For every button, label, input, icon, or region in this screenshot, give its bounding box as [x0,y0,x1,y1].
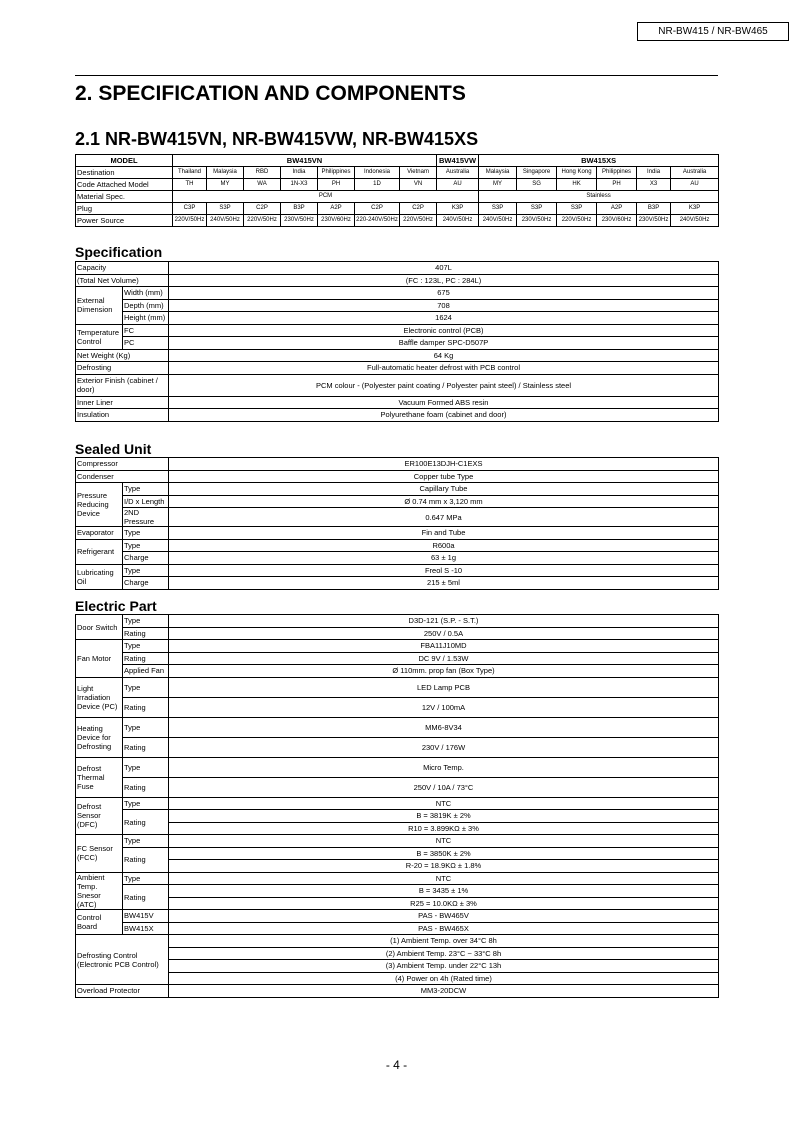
row-value: LED Lamp PCB [169,677,719,697]
row-label: Capacity [76,262,169,275]
row-value: R600a [169,539,719,552]
row-label: Condenser [76,470,169,483]
code-attached-model-cell: WA [244,179,281,191]
row-value: Ø 0.74 mm x 3,120 mm [169,495,719,508]
sub-label: Rating [123,810,169,835]
row-value: 250V / 0.5A [169,627,719,640]
row-label: Exterior Finish (cabinet / door) [76,374,169,396]
row-value: DC 9V / 1.53W [169,652,719,665]
row-value: (4) Power on 4h (Rated time) [169,972,719,985]
row-value: Fin and Tube [169,527,719,540]
group-label: Evaporator [76,527,123,540]
group-label: Pressure Reducing Device [76,483,123,527]
sub-label: Type [123,835,169,848]
table-row [76,717,719,737]
model-table [75,154,719,227]
model-group: BW415VW [437,155,479,167]
sub-label: Type [123,527,169,540]
section-heading-electric-part: Electric Part [75,598,157,614]
table-row [76,640,719,653]
destination-cell: Malaysia [207,167,244,179]
material-label: Material Spec. [76,191,173,203]
table-row [76,539,719,552]
row-value: 250V / 10A / 73°C [169,777,719,797]
plug-row [76,203,719,215]
row-label: Net Weight (Kg) [76,349,169,362]
sub-label: Rating [123,885,169,910]
row-value: 708 [169,299,719,312]
table-row [76,972,719,985]
sub-label: Type [123,677,169,697]
row-value: NTC [169,835,719,848]
row-value: 675 [169,287,719,300]
plug-cell: S3P [479,203,517,215]
sub-label: Width (mm) [123,287,169,300]
row-value: NTC [169,872,719,885]
row-value: FBA11J10MD [169,640,719,653]
power-source-cell: 230V/50Hz [517,215,557,227]
power-source-cell: 220V/50Hz [400,215,437,227]
plug-cell: S3P [517,203,557,215]
destination-cell: Philippines [318,167,355,179]
power-source-cell: 230V/50Hz [637,215,671,227]
code-attached-model-cell: MY [207,179,244,191]
sub-label: Type [123,797,169,810]
table-row [76,835,719,848]
code-attached-model-cell: X3 [637,179,671,191]
sub-label: Type [123,564,169,577]
row-value: Copper tube Type [169,470,719,483]
sub-label: Type [123,640,169,653]
sub-label: Rating [123,697,169,717]
table-row [76,337,719,350]
power-source-cell: 230V/60Hz [597,215,637,227]
row-value: 12V / 100mA [169,697,719,717]
row-value: MM3-20DCW [169,985,719,998]
row-value: (3) Ambient Temp. under 22°C 13h [169,960,719,973]
table-row [76,910,719,923]
table-row [76,810,719,823]
destination-cell: Australia [437,167,479,179]
group-label: Defrost Thermal Fuse [76,757,123,797]
material-cell: PCM [173,191,479,203]
row-value: Capillary Tube [169,483,719,496]
code-attached-model-cell: HK [557,179,597,191]
table-row [76,947,719,960]
row-value: 63 ± 1g [169,552,719,565]
table-row [76,324,719,337]
row-value: R25 = 10.0KΩ ± 3% [169,897,719,910]
material-row [76,191,719,203]
row-value: D3D-121 (S.P. - S.T.) [169,615,719,628]
table-row [76,274,719,287]
row-value: Freol S -10 [169,564,719,577]
sub-label: Rating [123,627,169,640]
power-source-cell: 220V/50Hz [244,215,281,227]
table-row [76,552,719,565]
table-row [76,262,719,275]
row-value: Full-automatic heater defrost with PCB control [169,362,719,375]
table-row [76,495,719,508]
destination-label: Destination [76,167,173,179]
table-row [76,615,719,628]
sub-label: Type [123,757,169,777]
table-row [76,564,719,577]
table-row [76,299,719,312]
table-row [76,822,719,835]
model-header-box: NR-BW415 / NR-BW465 [637,22,789,41]
row-value: R10 = 3.899KΩ ± 3% [169,822,719,835]
group-label: Temperature Control [76,324,123,349]
table-row [76,508,719,527]
row-value: 0.647 MPa [169,508,719,527]
plug-cell: S3P [557,203,597,215]
group-label: Ambient Temp. Snesor (ATC) [76,872,123,910]
destination-cell: India [637,167,671,179]
destination-cell: India [281,167,318,179]
group-label: Defrost Sensor (DFC) [76,797,123,835]
sub-label: Charge [123,577,169,590]
code-attached-model-label: Code Attached Model [76,179,173,191]
table-row [76,362,719,375]
row-value: NTC [169,797,719,810]
row-label: (Total Net Volume) [76,274,169,287]
group-label: Fan Motor [76,640,123,678]
sub-label: Type [123,483,169,496]
code-attached-model-row [76,179,719,191]
plug-cell: C2P [244,203,281,215]
table-row [76,665,719,678]
row-value: 215 ± 5ml [169,577,719,590]
destination-cell: Hong Kong [557,167,597,179]
page-number: - 4 - [385,1058,408,1072]
material-cell: Stainless [479,191,719,203]
sub-label: I/D x Length [123,495,169,508]
sub-label: PC [123,337,169,350]
code-attached-model-cell: TH [173,179,207,191]
sub-label: Rating [123,847,169,872]
row-label: Inner Liner [76,396,169,409]
group-label: Light Irradiation Device (PC) [76,677,123,717]
header-rule [75,75,718,76]
row-value: B = 3819K ± 2% [169,810,719,823]
destination-cell: Australia [671,167,719,179]
table-row [76,737,719,757]
destination-cell: Philippines [597,167,637,179]
model-label: MODEL [76,155,173,167]
table-row [76,860,719,873]
model-group: BW415XS [479,155,719,167]
table-row [76,409,719,422]
sub-label: Rating [123,737,169,757]
sub-label: FC [123,324,169,337]
model-row [76,155,719,167]
row-value: R-20 = 18.9KΩ ± 1.8% [169,860,719,873]
row-label: Overload Protector [76,985,169,998]
row-label: Compressor [76,458,169,471]
row-label: Defrosting [76,362,169,375]
table-row [76,677,719,697]
code-attached-model-cell: PH [597,179,637,191]
table-row [76,885,719,898]
code-attached-model-cell: AU [437,179,479,191]
sub-label: Type [123,615,169,628]
sub-label: Depth (mm) [123,299,169,312]
power-source-cell: 240V/50Hz [437,215,479,227]
sub-label: BW415V [123,910,169,923]
table-row [76,985,719,998]
power-source-cell: 240V/50Hz [207,215,244,227]
table-row [76,652,719,665]
table-row [76,458,719,471]
destination-cell: Malaysia [479,167,517,179]
table-row [76,757,719,777]
plug-label: Plug [76,203,173,215]
plug-cell: B3P [281,203,318,215]
group-label: Control Board [76,910,123,935]
sub-label: Charge [123,552,169,565]
group-label: Door Switch [76,615,123,640]
code-attached-model-cell: 1D [355,179,400,191]
table-row [76,470,719,483]
row-value: 407L [169,262,719,275]
row-label: Defrosting Control (Electronic PCB Control) [76,935,169,985]
row-value: (2) Ambient Temp. 23°C ~ 33°C 8h [169,947,719,960]
row-value: 64 Kg [169,349,719,362]
plug-cell: C2P [355,203,400,215]
row-value: B = 3435 ± 1% [169,885,719,898]
table-row [76,897,719,910]
group-label: FC Sensor (FCC) [76,835,123,873]
row-value: Polyurethane foam (cabinet and door) [169,409,719,422]
power-source-cell: 220V/50Hz [173,215,207,227]
row-value: PAS - BW465V [169,910,719,923]
row-value: Vacuum Formed ABS resin [169,396,719,409]
row-value: Electronic control (PCB) [169,324,719,337]
table-row [76,847,719,860]
subsection-title: 2.1 NR-BW415VN, NR-BW415VW, NR-BW415XS [75,129,479,149]
table-row [76,697,719,717]
table-row [76,483,719,496]
table-row [76,349,719,362]
destination-cell: Indonesia [355,167,400,179]
destination-cell: Thailand [173,167,207,179]
table-row [76,374,719,396]
row-value: ER100E13DJH-C1EXS [169,458,719,471]
code-attached-model-cell: VN [400,179,437,191]
row-value: Ø 110mm. prop fan (Box Type) [169,665,719,678]
group-label: Lubricating Oil [76,564,123,589]
sub-label: 2ND Pressure [123,508,169,527]
power-source-label: Power Source [76,215,173,227]
row-value: MM6-8V34 [169,717,719,737]
row-value: PCM colour - (Polyester paint coating / Polyester paint steel) / Stainless steel [169,374,719,396]
code-attached-model-cell: SG [517,179,557,191]
sealed-unit-table [75,457,719,590]
plug-cell: A2P [597,203,637,215]
model-group: BW415VN [173,155,437,167]
power-source-cell: 230V/60Hz [318,215,355,227]
sub-label: Applied Fan [123,665,169,678]
sub-label: Type [123,872,169,885]
sub-label: BW415X [123,922,169,935]
power-source-cell: 230V/50Hz [281,215,318,227]
table-row [76,922,719,935]
table-row [76,960,719,973]
sub-label: Type [123,717,169,737]
table-row [76,287,719,300]
power-source-cell: 240V/50Hz [671,215,719,227]
destination-cell: RBD [244,167,281,179]
table-row [76,627,719,640]
table-row [76,935,719,948]
plug-cell: C3P [173,203,207,215]
table-row [76,396,719,409]
sub-label: Type [123,539,169,552]
row-value: (FC : 123L, PC : 284L) [169,274,719,287]
group-label: Refrigerant [76,539,123,564]
section-heading-sealed-unit: Sealed Unit [75,441,152,457]
sub-label: Rating [123,777,169,797]
code-attached-model-cell: PH [318,179,355,191]
power-source-cell: 240V/50Hz [479,215,517,227]
plug-cell: B3P [637,203,671,215]
table-row [76,872,719,885]
code-attached-model-cell: AU [671,179,719,191]
sub-label: Height (mm) [123,312,169,325]
specification-table [75,261,719,422]
row-value: 1624 [169,312,719,325]
row-value: PAS - BW465X [169,922,719,935]
row-value: 230V / 176W [169,737,719,757]
code-attached-model-cell: 1N-X3 [281,179,318,191]
electric-part-table [75,614,719,998]
table-row [76,312,719,325]
plug-cell: K3P [437,203,479,215]
group-label: Heating Device for Defrosting [76,717,123,757]
destination-row [76,167,719,179]
table-row [76,777,719,797]
section-title: 2. SPECIFICATION AND COMPONENTS [75,82,466,105]
power-source-cell: 220-240V/50Hz [355,215,400,227]
row-value: Baffle damper SPC-D507P [169,337,719,350]
power-source-row [76,215,719,227]
table-row [76,577,719,590]
row-value: B = 3850K ± 2% [169,847,719,860]
destination-cell: Vietnam [400,167,437,179]
table-row [76,797,719,810]
code-attached-model-cell: MY [479,179,517,191]
plug-cell: A2P [318,203,355,215]
plug-cell: C2P [400,203,437,215]
destination-cell: Singapore [517,167,557,179]
plug-cell: K3P [671,203,719,215]
row-label: Insulation [76,409,169,422]
group-label: External Dimension [76,287,123,325]
sub-label: Rating [123,652,169,665]
table-row [76,527,719,540]
row-value: (1) Ambient Temp. over 34°C 8h [169,935,719,948]
section-heading-specification: Specification [75,244,163,260]
power-source-cell: 220V/50Hz [557,215,597,227]
plug-cell: S3P [207,203,244,215]
row-value: Micro Temp. [169,757,719,777]
